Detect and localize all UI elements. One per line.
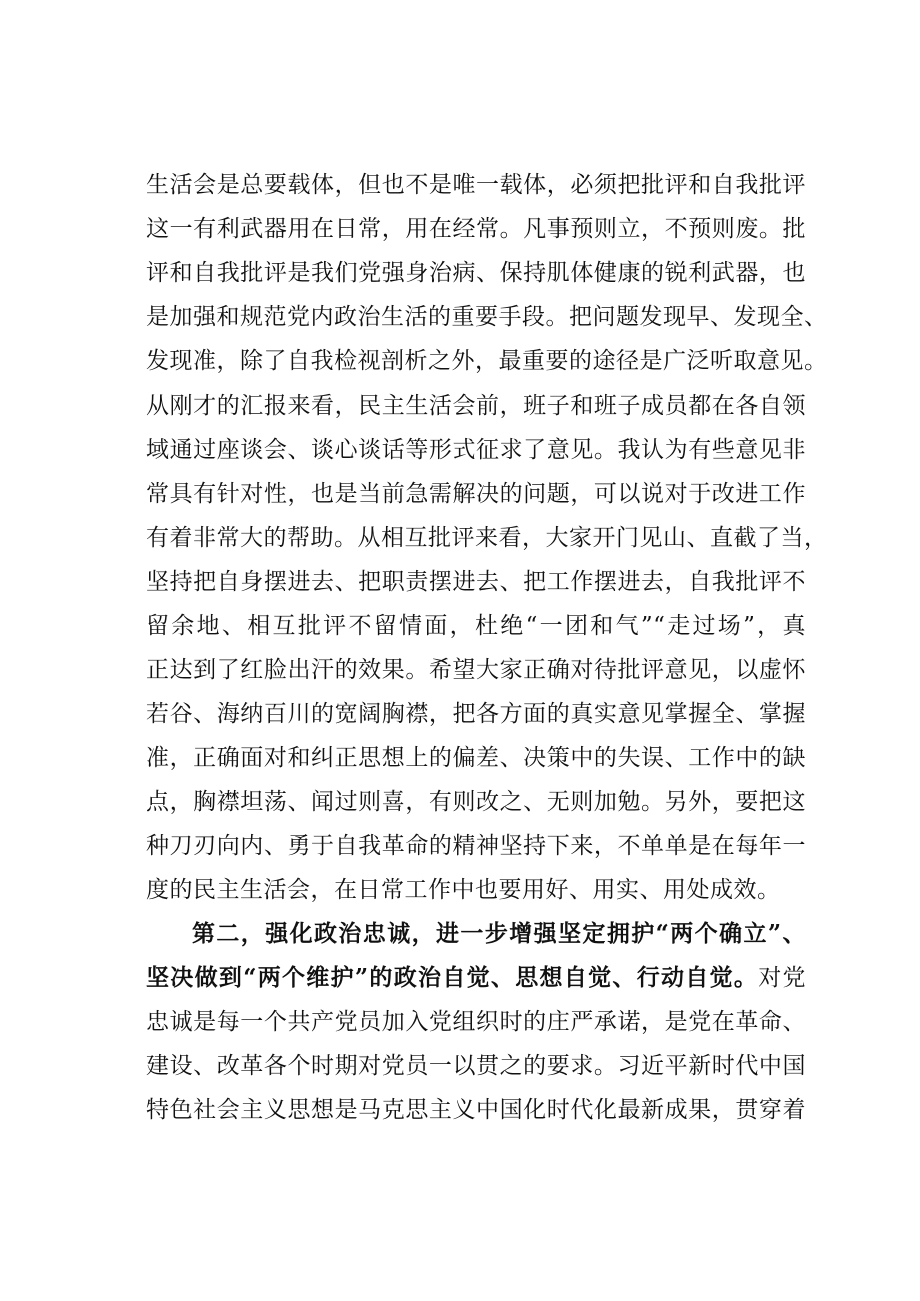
text-line: 正达到了红脸出汗的效果。希望大家正确对待批评意见，以虚怀 bbox=[146, 657, 806, 683]
text-line: 评和自我批评是我们党强身治病、保持肌体健康的锐利武器，也 bbox=[146, 260, 806, 286]
text-line: 是加强和规范党内政治生活的重要手段。把问题发现早、发现全、 bbox=[146, 304, 828, 330]
text-line: 点，胸襟坦荡、闻过则喜，有则改之、无则加勉。另外，要把这 bbox=[146, 789, 806, 815]
text-line: 度的民主生活会，在日常工作中也要用好、用实、用处成效。 bbox=[146, 877, 781, 903]
text-line: 常具有针对性，也是当前急需解决的问题，可以说对于改进工作 bbox=[146, 481, 806, 507]
text-line: 特色社会主义思想是马克思主义中国化时代化最新成果，贯穿着 bbox=[146, 1097, 806, 1123]
text-line: 从刚才的汇报来看，民主生活会前，班子和班子成员都在各自领 bbox=[146, 393, 806, 419]
text-line: 忠诚是每一个共产党员加入党组织时的庄严承诺，是党在革命、 bbox=[146, 1009, 806, 1035]
text-line: 域通过座谈会、谈心谈话等形式征求了意见。我认为有些意见非 bbox=[146, 437, 806, 463]
text-line: 这一有利武器用在日常，用在经常。凡事预则立，不预则废。批 bbox=[146, 216, 806, 242]
section-heading-continued bbox=[146, 957, 806, 999]
heading-bold-text: 坚决做到“两个维护”的政治自觉、思想自觉、行动自觉。 bbox=[146, 964, 759, 991]
text-line: 生活会是总要载体，但也不是唯一载体，必须把批评和自我批评 bbox=[146, 172, 806, 198]
section-heading: 第二，强化政治忠诚，进一步增强坚定拥护“两个确立”、 bbox=[192, 920, 806, 947]
text-line: 发现准，除了自我检视剖析之外，最重要的途径是广泛听取意见。 bbox=[146, 348, 828, 374]
text-line: 有着非常大的帮助。从相互批评来看，大家开门见山、直截了当， bbox=[146, 525, 828, 551]
text-line: 留余地、相互批评不留情面，杜绝“一团和气”“走过场”，真 bbox=[146, 613, 806, 639]
text-line: 坚持把自身摆进去、把职责摆进去、把工作摆进去，自我批评不 bbox=[146, 569, 806, 595]
body-text-start: 对党 bbox=[758, 965, 807, 991]
text-line: 准，正确面对和纠正思想上的偏差、决策中的失误、工作中的缺 bbox=[146, 745, 806, 771]
text-line: 若谷、海纳百川的宽阔胸襟，把各方面的真实意见掌握全、掌握 bbox=[146, 701, 806, 727]
text-line: 建设、改革各个时期对党员一以贯之的要求。习近平新时代中国 bbox=[146, 1053, 806, 1079]
text-line: 种刀刃向内、勇于自我革命的精神坚持下来，不单单是在每年一 bbox=[146, 833, 806, 859]
